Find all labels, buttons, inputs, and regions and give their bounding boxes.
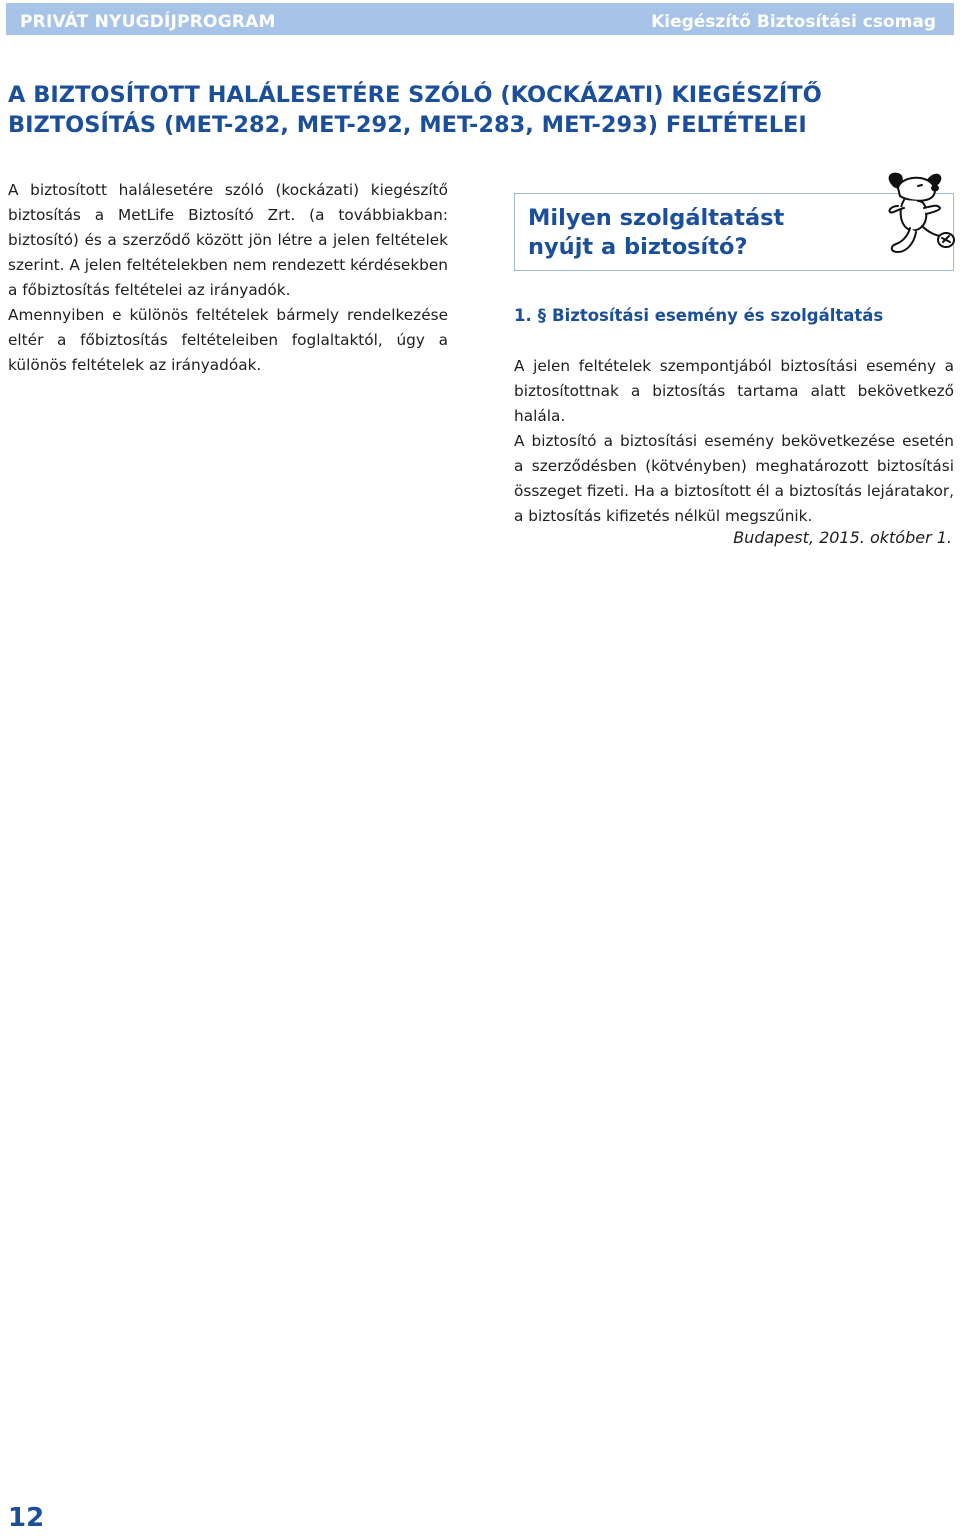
header-package-name: Kiegészítő Biztosítási csomag bbox=[651, 12, 936, 32]
header-band bbox=[6, 3, 954, 35]
header-program-name: PRIVÁT NYUGDÍJPROGRAM bbox=[20, 12, 276, 32]
intro-paragraph-2: Amennyiben e különös feltételek bármely rendelkezése eltér a főbiztosítás feltételeiben foglaltaktól, úgy a különös feltételek az irányadóak. bbox=[8, 306, 448, 374]
section-1-title: Biztosítási esemény és szolgáltatás bbox=[552, 306, 884, 325]
page-number: 12 bbox=[8, 1503, 45, 1533]
page-title-line1: A BIZTOSÍTOTT HALÁLESETÉRE SZÓLÓ (KOCKÁZATI) KIEGÉSZÍTŐ bbox=[8, 82, 822, 108]
callout-title bbox=[528, 204, 858, 262]
callout-title-line2: nyújt a biztosító? bbox=[528, 234, 748, 260]
cartoon-dog-icon bbox=[880, 170, 958, 260]
paragraph-symbol: § bbox=[537, 306, 546, 325]
intro-paragraph-1: A biztosított halálesetére szóló (kockázati) kiegészítő biztosítás a MetLife Biztosító Zrt. (a továbbiakban: biztosító) és a szerződő között jön létre a jelen feltételek szerint. A jelen feltételekben nem rendezett kérdésekben a főbiztosítás feltételei az irányadók. bbox=[8, 181, 448, 299]
intro-column bbox=[8, 178, 448, 378]
section-1-body bbox=[514, 354, 954, 529]
page-title bbox=[8, 80, 928, 140]
section-1-paragraph-1: A jelen feltételek szempontjából biztosítási esemény a biztosítottnak a biztosítás tartama alatt bekövetkező halála. bbox=[514, 357, 954, 425]
section-1-paragraph-2: A biztosító a biztosítási esemény bekövetkezése esetén a szerződésben (kötvényben) meghatározott biztosítási összeget fizeti. Ha a biztosított él a biztosítás lejáratakor, a biztosítás kifizetés nélkül megszűnik. bbox=[514, 432, 954, 525]
section-1-heading bbox=[514, 304, 954, 328]
section-1-number: 1. bbox=[514, 306, 532, 325]
place-and-date: Budapest, 2015. október 1. bbox=[733, 528, 952, 547]
callout-title-line1: Milyen szolgáltatást bbox=[528, 205, 785, 231]
page-title-line2: BIZTOSÍTÁS (MET-282, MET-292, MET-283, MET-293) FELTÉTELEI bbox=[8, 112, 807, 138]
